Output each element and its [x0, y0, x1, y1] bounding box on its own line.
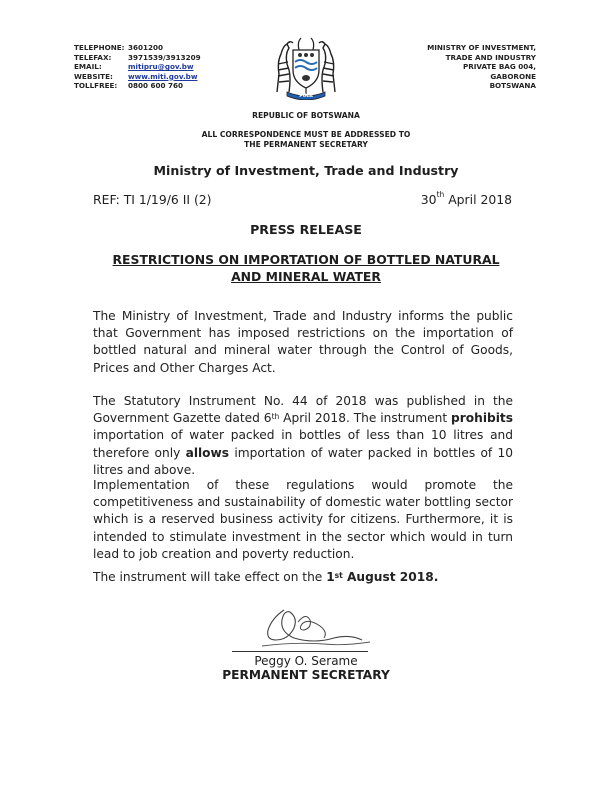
signatory-title: PERMANENT SECRETARY — [222, 668, 390, 682]
address-line: TRADE AND INDUSTRY — [445, 52, 536, 62]
paragraph-2 — [93, 393, 513, 479]
date-rest: April 2018 — [444, 192, 512, 207]
crest-motto: PULA — [299, 94, 313, 99]
effective-date — [326, 570, 438, 584]
correspondence-note — [0, 130, 612, 150]
text-segment: importation of water packed in bottles of less than 10 litres and therefore only — [93, 428, 513, 460]
paragraph-4 — [93, 569, 513, 586]
contact-block — [74, 43, 201, 91]
correspondence-line: THE PERMANENT SECRETARY — [244, 140, 368, 149]
superscript: th — [271, 412, 280, 422]
effective-day: 1 — [326, 570, 335, 584]
telephone-value: 3601200 — [128, 43, 164, 52]
reference-number: REF: TI 1/19/6 II (2) — [93, 192, 212, 207]
tollfree-label: TOLLFREE: — [74, 81, 118, 91]
signature-icon — [254, 600, 374, 652]
text-segment: importation of water packed in bottles of 10 litres and above. — [93, 445, 513, 477]
address-block — [427, 43, 536, 91]
email-label: EMAIL: — [74, 62, 102, 72]
superscript: st — [334, 571, 343, 580]
document-date — [421, 192, 512, 207]
website-link[interactable]: www.miti.gov.bw — [128, 71, 198, 81]
signatory-name: Peggy O. Serame — [254, 654, 358, 668]
ministry-title: Ministry of Investment, Trade and Industry — [153, 163, 459, 178]
tollfree-value: 0800 600 760 — [128, 81, 184, 91]
telefax-value: 3971539/3913209 — [128, 52, 201, 62]
paragraph-1: The Ministry of Investment, Trade and Industry informs the public that Government has imposed restrictions on the importation of bottled natural and mineral water through the Control of Goods, Prices and Other Charges Act. — [93, 309, 513, 375]
correspondence-line: ALL CORRESPONDENCE MUST BE ADDRESSED TO — [201, 130, 411, 139]
text-segment: April 2018. The instrument — [279, 411, 452, 426]
press-release-title: PRESS RELEASE — [250, 222, 362, 237]
telefax-label: TELEFAX: — [74, 52, 112, 62]
signature-line — [232, 651, 368, 652]
website-label: WEBSITE: — [74, 71, 113, 81]
address-line: MINISTRY OF INVESTMENT, — [427, 43, 536, 52]
effective-rest: August 2018. — [342, 570, 439, 584]
text-segment: The Statutory Instrument No. 44 of 2018 was published in the Government Gazette dated 6 — [93, 394, 513, 426]
text-segment: The instrument will take effect on the — [93, 570, 327, 584]
coat-of-arms-icon — [265, 34, 347, 100]
address-line: GABORONE — [490, 71, 536, 81]
date-day: 30 — [420, 192, 437, 207]
bold-prohibits: prohibits — [451, 411, 513, 426]
republic-label: REPUBLIC OF BOTSWANA — [252, 111, 360, 120]
email-link[interactable]: mitipru@gov.bw — [128, 62, 194, 72]
telephone-label: TELEPHONE: — [74, 43, 125, 52]
paragraph-3: Implementation of these regulations would promote the competitiveness and sustainability of domestic water bottling sector which is a reserved business activity for citizens. Furthermore, it is intended to stimulate investment in the sector which would in turn lead to job creation and poverty reduction. — [93, 478, 513, 561]
address-line: PRIVATE BAG 004, — [462, 62, 536, 72]
address-line: BOTSWANA — [489, 81, 536, 91]
release-heading: RESTRICTIONS ON IMPORTATION OF BOTTLED NATURAL AND MINERAL WATER — [112, 252, 500, 284]
bold-allows: allows — [185, 445, 230, 460]
date-suffix: th — [436, 190, 445, 199]
